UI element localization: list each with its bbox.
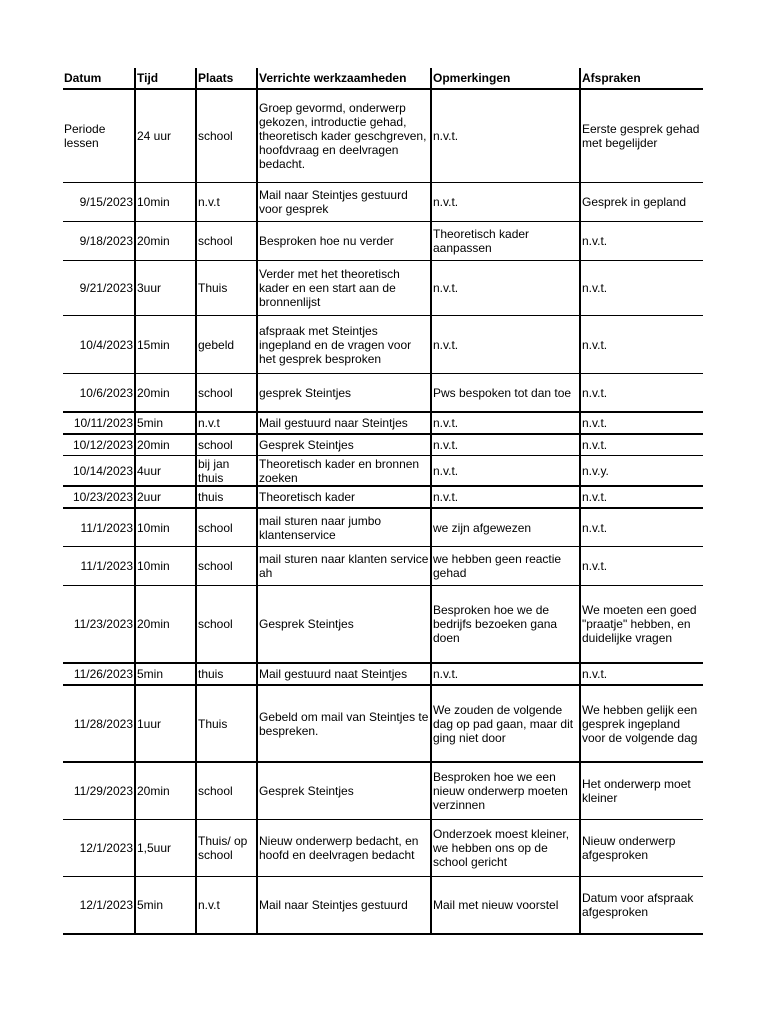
remarks-cell: Onderzoek moest kleiner, we hebben ons op de school gericht bbox=[431, 820, 580, 877]
time-cell: 5min bbox=[135, 663, 196, 685]
time-cell: 20min bbox=[135, 762, 196, 820]
time-cell: 20min bbox=[135, 222, 196, 261]
activities-cell: afspraak met Steintjes ingepland en de vragen voor het gesprek besproken bbox=[257, 316, 431, 374]
date-cell: 11/28/2023 bbox=[63, 685, 135, 762]
activities-cell: mail sturen naar jumbo klantenservice bbox=[257, 508, 431, 547]
activities-cell: Mail naar Steintjes gestuurd voor gesprek bbox=[257, 183, 431, 222]
agreements-cell: n.v.t. bbox=[580, 374, 703, 413]
table-row bbox=[63, 222, 703, 261]
table-row bbox=[63, 412, 703, 434]
table-row bbox=[63, 508, 703, 547]
date-cell: 10/4/2023 bbox=[63, 316, 135, 374]
activities-cell: Theoretisch kader en bronnen zoeken bbox=[257, 456, 431, 487]
place-cell: bij jan thuis bbox=[196, 456, 257, 487]
time-cell: 3uur bbox=[135, 261, 196, 316]
date-cell: 12/1/2023 bbox=[63, 820, 135, 877]
time-cell: 10min bbox=[135, 183, 196, 222]
date-cell: 10/14/2023 bbox=[63, 456, 135, 487]
place-cell: n.v.t bbox=[196, 412, 257, 434]
place-cell: school bbox=[196, 434, 257, 456]
time-cell: 5min bbox=[135, 412, 196, 434]
date-cell: 10/6/2023 bbox=[63, 374, 135, 413]
agreements-cell: n.v.t. bbox=[580, 222, 703, 261]
place-cell: Thuis bbox=[196, 685, 257, 762]
agreements-cell: n.v.t. bbox=[580, 486, 703, 508]
agreements-cell: We moeten een goed "praatje" hebben, en duidelijke vragen bbox=[580, 586, 703, 664]
remarks-cell: n.v.t. bbox=[431, 183, 580, 222]
time-cell: 4uur bbox=[135, 456, 196, 487]
activities-cell: Besproken hoe nu verder bbox=[257, 222, 431, 261]
activities-cell: Nieuw onderwerp bedacht, en hoofd en deelvragen bedacht bbox=[257, 820, 431, 877]
agreements-cell: n.v.t. bbox=[580, 547, 703, 586]
column-header-plaats: Plaats bbox=[196, 68, 257, 89]
table-row bbox=[63, 183, 703, 222]
date-cell: 11/1/2023 bbox=[63, 547, 135, 586]
table-row bbox=[63, 374, 703, 413]
column-header-tijd: Tijd bbox=[135, 68, 196, 89]
date-cell: 11/29/2023 bbox=[63, 762, 135, 820]
table-row bbox=[63, 434, 703, 456]
agreements-cell: n.v.y. bbox=[580, 456, 703, 487]
place-cell: gebeld bbox=[196, 316, 257, 374]
date-cell: Periode lessen bbox=[63, 89, 135, 183]
place-cell: Thuis bbox=[196, 261, 257, 316]
column-header-opmerkingen: Opmerkingen bbox=[431, 68, 580, 89]
place-cell: school bbox=[196, 762, 257, 820]
remarks-cell: n.v.t. bbox=[431, 316, 580, 374]
table-row bbox=[63, 685, 703, 762]
remarks-cell: Mail met nieuw voorstel bbox=[431, 877, 580, 935]
header-row bbox=[63, 68, 703, 89]
agreements-cell: We hebben gelijk een gesprek ingepland voor de volgende dag bbox=[580, 685, 703, 762]
activities-cell: Gesprek Steintjes bbox=[257, 586, 431, 664]
date-cell: 11/23/2023 bbox=[63, 586, 135, 664]
activities-cell: Verder met het theoretisch kader en een start aan de bronnenlijst bbox=[257, 261, 431, 316]
place-cell: school bbox=[196, 89, 257, 183]
activities-cell: Mail gestuurd naat Steintjes bbox=[257, 663, 431, 685]
date-cell: 9/18/2023 bbox=[63, 222, 135, 261]
remarks-cell: Pws bespoken tot dan toe bbox=[431, 374, 580, 413]
table-row bbox=[63, 663, 703, 685]
agreements-cell: Nieuw onderwerp afgesproken bbox=[580, 820, 703, 877]
remarks-cell: n.v.t. bbox=[431, 412, 580, 434]
remarks-cell: we hebben geen reactie gehad bbox=[431, 547, 580, 586]
activities-cell: Gesprek Steintjes bbox=[257, 434, 431, 456]
remarks-cell: n.v.t. bbox=[431, 486, 580, 508]
place-cell: Thuis/ op school bbox=[196, 820, 257, 877]
column-header-datum: Datum bbox=[63, 68, 135, 89]
table-row bbox=[63, 316, 703, 374]
time-cell: 1,5uur bbox=[135, 820, 196, 877]
time-cell: 10min bbox=[135, 508, 196, 547]
agreements-cell: n.v.t. bbox=[580, 663, 703, 685]
time-cell: 15min bbox=[135, 316, 196, 374]
activities-cell: Mail gestuurd naar Steintjes bbox=[257, 412, 431, 434]
activities-cell: Gesprek Steintjes bbox=[257, 762, 431, 820]
time-cell: 10min bbox=[135, 547, 196, 586]
table-row bbox=[63, 586, 703, 664]
activities-cell: Mail naar Steintjes gestuurd bbox=[257, 877, 431, 935]
table-row bbox=[63, 762, 703, 820]
place-cell: thuis bbox=[196, 663, 257, 685]
date-cell: 9/21/2023 bbox=[63, 261, 135, 316]
agreements-cell: Eerste gesprek gehad met begelijder bbox=[580, 89, 703, 183]
date-cell: 11/1/2023 bbox=[63, 508, 135, 547]
agreements-cell: Datum voor afspraak afgesproken bbox=[580, 877, 703, 935]
activities-cell: gesprek Steintjes bbox=[257, 374, 431, 413]
date-cell: 11/26/2023 bbox=[63, 663, 135, 685]
table-row bbox=[63, 820, 703, 877]
date-cell: 10/23/2023 bbox=[63, 486, 135, 508]
activities-cell: Theoretisch kader bbox=[257, 486, 431, 508]
remarks-cell: n.v.t. bbox=[431, 456, 580, 487]
remarks-cell: n.v.t. bbox=[431, 261, 580, 316]
place-cell: thuis bbox=[196, 486, 257, 508]
remarks-cell: Besproken hoe we een nieuw onderwerp moeten verzinnen bbox=[431, 762, 580, 820]
agreements-cell: n.v.t. bbox=[580, 316, 703, 374]
table-row bbox=[63, 89, 703, 183]
table-row bbox=[63, 456, 703, 487]
place-cell: school bbox=[196, 586, 257, 664]
column-header-afspraken: Afspraken bbox=[580, 68, 703, 89]
agreements-cell: n.v.t. bbox=[580, 261, 703, 316]
agreements-cell: Het onderwerp moet kleiner bbox=[580, 762, 703, 820]
remarks-cell: we zijn afgewezen bbox=[431, 508, 580, 547]
time-cell: 20min bbox=[135, 586, 196, 664]
table-row bbox=[63, 877, 703, 935]
activities-cell: mail sturen naar klanten service ah bbox=[257, 547, 431, 586]
column-header-werkzaamheden: Verrichte werkzaamheden bbox=[257, 68, 431, 89]
logbook-table bbox=[63, 68, 703, 935]
place-cell: school bbox=[196, 222, 257, 261]
remarks-cell: n.v.t. bbox=[431, 434, 580, 456]
agreements-cell: n.v.t. bbox=[580, 434, 703, 456]
activities-cell: Groep gevormd, onderwerp gekozen, introductie gehad, theoretisch kader geschgreven, hoofdvraag en deelvragen bedacht. bbox=[257, 89, 431, 183]
time-cell: 2uur bbox=[135, 486, 196, 508]
time-cell: 20min bbox=[135, 374, 196, 413]
agreements-cell: n.v.t. bbox=[580, 508, 703, 547]
time-cell: 5min bbox=[135, 877, 196, 935]
date-cell: 12/1/2023 bbox=[63, 877, 135, 935]
place-cell: n.v.t bbox=[196, 183, 257, 222]
date-cell: 10/11/2023 bbox=[63, 412, 135, 434]
remarks-cell: We zouden de volgende dag op pad gaan, maar dit ging niet door bbox=[431, 685, 580, 762]
time-cell: 20min bbox=[135, 434, 196, 456]
activities-cell: Gebeld om mail van Steintjes te bespreken. bbox=[257, 685, 431, 762]
remarks-cell: n.v.t. bbox=[431, 663, 580, 685]
remarks-cell: n.v.t. bbox=[431, 89, 580, 183]
place-cell: n.v.t bbox=[196, 877, 257, 935]
remarks-cell: Theoretisch kader aanpassen bbox=[431, 222, 580, 261]
table-row bbox=[63, 547, 703, 586]
time-cell: 1uur bbox=[135, 685, 196, 762]
agreements-cell: n.v.t. bbox=[580, 412, 703, 434]
place-cell: school bbox=[196, 547, 257, 586]
place-cell: school bbox=[196, 508, 257, 547]
time-cell: 24 uur bbox=[135, 89, 196, 183]
date-cell: 9/15/2023 bbox=[63, 183, 135, 222]
table-row bbox=[63, 261, 703, 316]
agreements-cell: Gesprek in gepland bbox=[580, 183, 703, 222]
table-row bbox=[63, 486, 703, 508]
remarks-cell: Besproken hoe we de bedrijfs bezoeken gana doen bbox=[431, 586, 580, 664]
place-cell: school bbox=[196, 374, 257, 413]
date-cell: 10/12/2023 bbox=[63, 434, 135, 456]
